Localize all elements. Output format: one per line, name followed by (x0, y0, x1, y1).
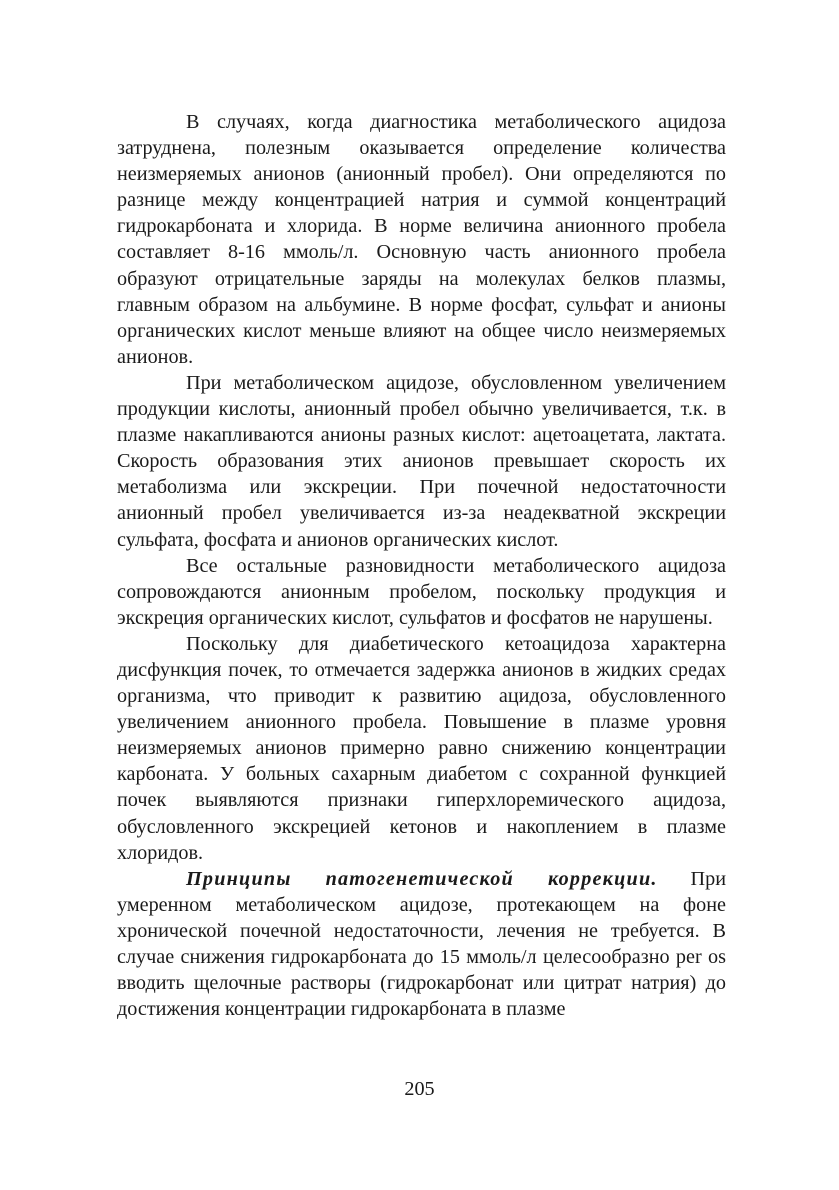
section-lead-heading: Принципы патогенетической коррекции. (186, 867, 658, 890)
page-body (117, 109, 726, 1022)
paragraph-correction-principles (117, 866, 726, 1023)
paragraph-increased-acid-production: При метаболическом ацидозе, обусловленном увеличением продукции кислоты, анионный пробел обычно увеличивается, т.к. в плазме накапливаются анионы разных кислот: ацетоацетата, лактата. Скорость образования этих анионов превышает скорость их метаболизма или экскреции. При почечной недостаточности анионный пробел увеличивается из-за неадекватной экскреции сульфата, фосфата и анионов органических кислот. (117, 371, 726, 551)
paragraph-anion-gap-definition: В случаях, когда диагностика метаболического ацидоза затруднена, полезным оказывается определение количества неизмеряемых анионов (анионный пробел). Они определяются по разнице между концентрацией натрия и суммой концентраций гидрокарбоната и хлорида. В норме величина анионного пробела составляет 8-16 ммоль/л. Основную часть анионного пробела образуют отрицательные заряды на молекулах белков плазмы, главным образом на альбумине. В норме фосфат, сульфат и анионы органических кислот меньше влияют на общее число неизмеряемых анионов. (117, 111, 726, 368)
paragraph-other-acidosis-types: Все остальные разновидности метаболического ацидоза сопровождаются анионным пробелом, поскольку продукция и экскреция органических кислот, сульфатов и фосфатов не нарушены. (117, 554, 726, 629)
page-number: 205 (404, 1078, 435, 1100)
paragraph-diabetic-ketoacidosis: Поскольку для диабетического кетоацидоза характерна дисфункция почек, то отмечается задержка анионов в жидких средах организма, что приводит к развитию ацидоза, обусловленного увеличением анионного пробела. Повышение в плазме уровня неизмеряемых анионов примерно равно снижению концентрации карбоната. У больных сахарным диабетом с сохранной функцией почек выявляются признаки гиперхлоремического ацидоза, обусловленного экскрецией кетонов и накоплением в плазме хлоридов. (117, 632, 726, 864)
paragraph-correction-text: При умеренном метаболическом ацидозе, протекающем на фоне хронической почечной недостаточности, лечения не требуется. В случае снижения гидрокарбоната до 15 ммоль/л целесообразно per os вводить щелочные растворы (гидрокарбонат или цитрат натрия) до достижения концентрации гидрокарбоната в плазме (117, 867, 726, 1021)
